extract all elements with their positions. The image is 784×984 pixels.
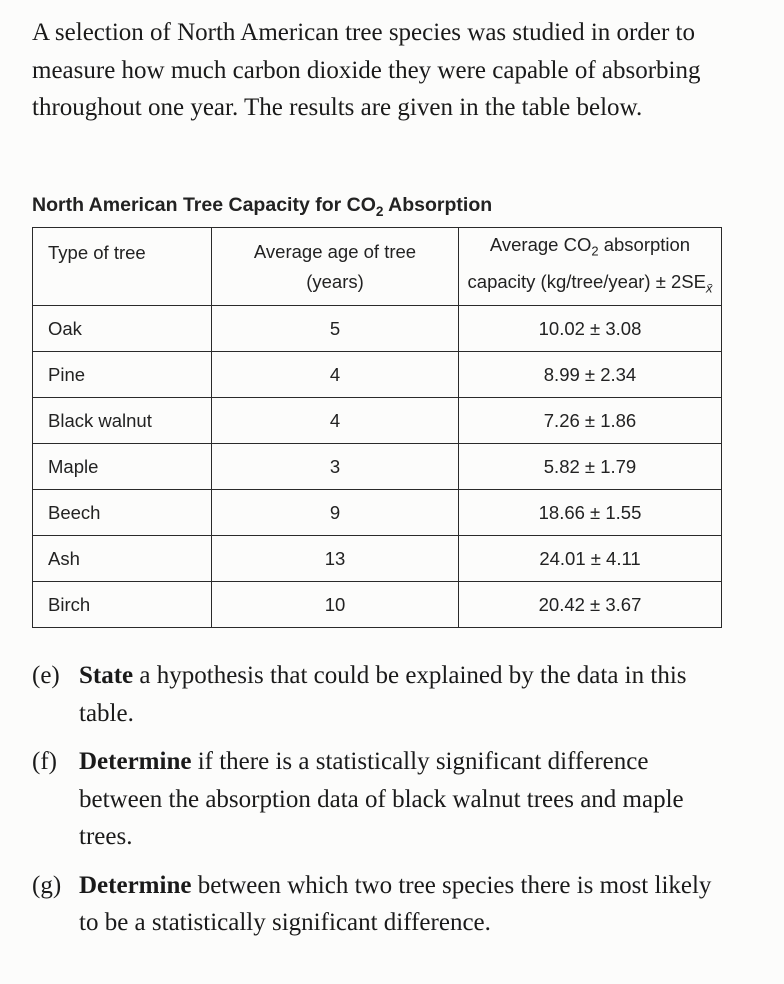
cell-absorption: 18.66 ± 1.55 — [459, 490, 722, 536]
cell-type: Black walnut — [33, 398, 212, 444]
cell-absorption: 24.01 ± 4.11 — [459, 536, 722, 582]
question-keyword: State — [79, 662, 134, 689]
question-text: between which two tree species there is most likely to be a statistically significant difference. — [79, 871, 712, 936]
question-keyword: Determine — [79, 871, 192, 899]
header-absorption-subscript: 2 — [591, 243, 599, 259]
cell-age: 5 — [212, 306, 459, 352]
table-header-row — [33, 228, 722, 306]
header-absorption-line2 — [467, 270, 713, 296]
header-average-age: Average age of tree (years) — [212, 228, 459, 306]
cell-age: 4 — [212, 398, 459, 444]
cell-absorption: 20.42 ± 3.67 — [459, 582, 722, 628]
cell-absorption: 10.02 ± 3.08 — [459, 306, 722, 352]
question-g — [0, 867, 719, 942]
header-absorption-line1 — [489, 233, 691, 259]
table-row — [33, 582, 722, 628]
table-title — [32, 194, 492, 219]
table-title-subscript: 2 — [375, 203, 384, 219]
intro-paragraph: A selection of North American tree species was studied in order to measure how much carbon dioxide they were capable of absorbing throughout one year. The results are given in the table below. — [32, 19, 701, 121]
cell-absorption: 5.82 ± 1.79 — [459, 444, 722, 490]
table-row — [33, 490, 722, 536]
table-row — [33, 352, 722, 398]
table-row — [33, 306, 722, 352]
cell-type: Birch — [33, 582, 212, 628]
cell-type: Pine — [33, 352, 212, 398]
cell-age: 10 — [212, 582, 459, 628]
question-label: (e) — [32, 662, 60, 689]
question-text: a hypothesis that could be explained by the data in this table. — [79, 662, 687, 727]
question-text: if there is a statistically significant difference between the absorption data of black walnut trees and maple trees. — [79, 748, 684, 850]
question-keyword: Determine — [79, 748, 192, 775]
question-label: (g) — [32, 871, 62, 899]
header-capacity-text: capacity (kg/tree/year) ± 2SE — [467, 270, 706, 292]
question-f — [0, 743, 719, 856]
cell-age: 3 — [212, 444, 459, 490]
co2-absorption-table — [32, 227, 722, 628]
cell-type: Oak — [33, 306, 212, 352]
header-type-of-tree: Type of tree — [33, 228, 212, 306]
header-absorption-text: Average CO — [489, 233, 592, 255]
table-title-suffix: Absorption — [383, 194, 493, 216]
questions-list — [0, 657, 784, 953]
table-row — [33, 536, 722, 582]
cell-absorption: 7.26 ± 1.86 — [459, 398, 722, 444]
header-absorption-capacity — [459, 228, 722, 306]
table-row — [33, 398, 722, 444]
cell-age: 9 — [212, 490, 459, 536]
table-row — [33, 444, 722, 490]
cell-age: 4 — [212, 352, 459, 398]
header-absorption-suffix: absorption — [598, 233, 691, 255]
cell-type: Maple — [33, 444, 212, 490]
table-title-text: North American Tree Capacity for CO — [32, 194, 376, 216]
header-capacity-subscript: x̄ — [705, 280, 713, 296]
cell-age: 13 — [212, 536, 459, 582]
question-label: (f) — [32, 748, 57, 775]
cell-type: Beech — [33, 490, 212, 536]
cell-type: Ash — [33, 536, 212, 582]
question-e — [0, 657, 719, 732]
cell-absorption: 8.99 ± 2.34 — [459, 352, 722, 398]
